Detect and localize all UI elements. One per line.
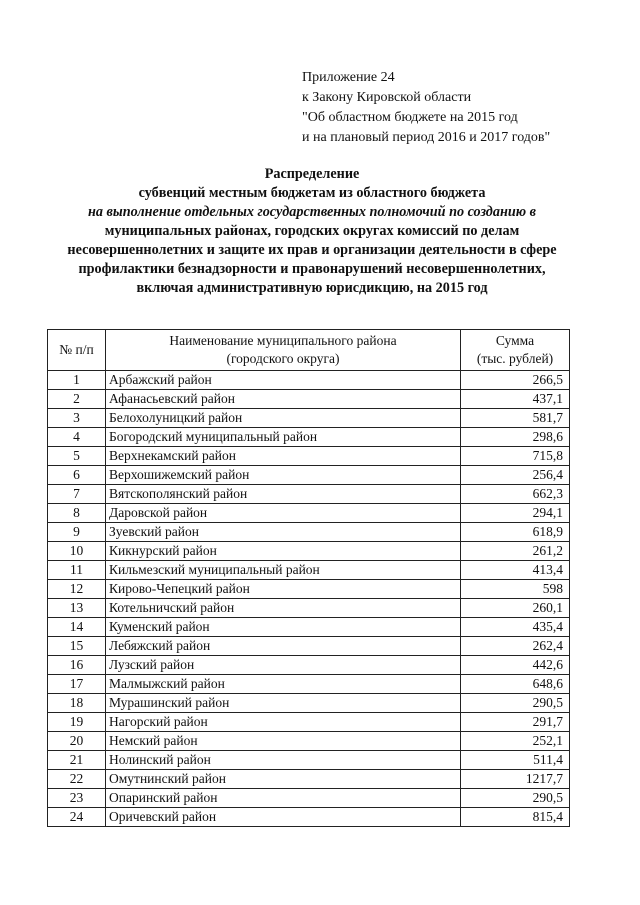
table-row	[48, 390, 570, 409]
district-name: Лузский район	[106, 656, 461, 675]
row-number: 9	[48, 523, 106, 542]
header-name-line2: (городского округа)	[226, 351, 340, 366]
subvention-amount: 252,1	[461, 732, 570, 751]
table-row	[48, 637, 570, 656]
subvention-amount: 266,5	[461, 371, 570, 390]
district-name: Немский район	[106, 732, 461, 751]
row-number: 20	[48, 732, 106, 751]
subvention-amount: 598	[461, 580, 570, 599]
table-row	[48, 542, 570, 561]
row-number: 18	[48, 694, 106, 713]
table-row	[48, 599, 570, 618]
table-row	[48, 371, 570, 390]
table-row	[48, 675, 570, 694]
row-number: 23	[48, 789, 106, 808]
subvention-amount: 1217,7	[461, 770, 570, 789]
district-name: Белохолуницкий район	[106, 409, 461, 428]
row-number: 6	[48, 466, 106, 485]
district-name: Оричевский район	[106, 808, 461, 827]
subvention-amount: 442,6	[461, 656, 570, 675]
row-number: 14	[48, 618, 106, 637]
district-name: Котельничский район	[106, 599, 461, 618]
district-name: Лебяжский район	[106, 637, 461, 656]
table-row	[48, 447, 570, 466]
district-name: Омутнинский район	[106, 770, 461, 789]
district-name: Кикнурский район	[106, 542, 461, 561]
row-number: 4	[48, 428, 106, 447]
header-sum-line1: Сумма	[495, 333, 535, 348]
subvention-amount: 581,7	[461, 409, 570, 428]
row-number: 7	[48, 485, 106, 504]
header-sum	[461, 330, 570, 371]
district-name: Верхнекамский район	[106, 447, 461, 466]
row-number: 24	[48, 808, 106, 827]
table-row	[48, 694, 570, 713]
header-sum-line2: (тыс. рублей)	[476, 351, 554, 366]
row-number: 16	[48, 656, 106, 675]
subvention-amount: 413,4	[461, 561, 570, 580]
table-row	[48, 770, 570, 789]
row-number: 21	[48, 751, 106, 770]
header-name-line1: Наименование муниципального района	[169, 333, 397, 348]
appendix-law-title-cont: и на плановый период 2016 и 2017 годов"	[302, 130, 551, 145]
district-name: Верхошижемский район	[106, 466, 461, 485]
table-row	[48, 808, 570, 827]
table-row	[48, 485, 570, 504]
document-title	[48, 165, 576, 298]
table-row	[48, 428, 570, 447]
subvention-amount: 815,4	[461, 808, 570, 827]
row-number: 2	[48, 390, 106, 409]
subvention-amount: 511,4	[461, 751, 570, 770]
header-name	[106, 330, 461, 371]
header-row	[48, 330, 570, 371]
table-body	[48, 371, 570, 827]
subvention-amount: 648,6	[461, 675, 570, 694]
table-row	[48, 504, 570, 523]
title-line: включая административную юрисдикцию, на 2015 год	[136, 280, 488, 296]
table-row	[48, 580, 570, 599]
subvention-amount: 715,8	[461, 447, 570, 466]
district-name: Даровской район	[106, 504, 461, 523]
row-number: 10	[48, 542, 106, 561]
row-number: 17	[48, 675, 106, 694]
appendix-law-title: "Об областном бюджете на 2015 год	[302, 110, 518, 125]
title-line: муниципальных районах, городских округах комиссий по делам	[104, 223, 520, 239]
appendix-law-reference: к Закону Кировской области	[302, 90, 472, 105]
subvention-amount: 261,2	[461, 542, 570, 561]
district-name: Нолинский район	[106, 751, 461, 770]
distribution-table	[47, 329, 570, 827]
row-number: 11	[48, 561, 106, 580]
title-line: профилактики безнадзорности и правонарушений несовершеннолетних,	[78, 261, 546, 277]
subvention-amount: 256,4	[461, 466, 570, 485]
row-number: 8	[48, 504, 106, 523]
row-number: 1	[48, 371, 106, 390]
district-name: Афанасьевский район	[106, 390, 461, 409]
row-number: 19	[48, 713, 106, 732]
table-row	[48, 561, 570, 580]
district-name: Вятскополянский район	[106, 485, 461, 504]
table-row	[48, 732, 570, 751]
title-line: несовершеннолетних и защите их прав и организации деятельности в сфере	[67, 242, 557, 258]
row-number: 3	[48, 409, 106, 428]
district-name: Мурашинский район	[106, 694, 461, 713]
subvention-amount: 291,7	[461, 713, 570, 732]
subvention-amount: 298,6	[461, 428, 570, 447]
table-header	[48, 330, 570, 371]
row-number: 22	[48, 770, 106, 789]
subvention-amount: 294,1	[461, 504, 570, 523]
appendix-header	[302, 68, 550, 148]
district-name: Кильмезский муниципальный район	[106, 561, 461, 580]
subvention-amount: 290,5	[461, 694, 570, 713]
appendix-number: Приложение 24	[302, 70, 395, 85]
district-name: Малмыжский район	[106, 675, 461, 694]
subvention-amount: 290,5	[461, 789, 570, 808]
district-name: Опаринский район	[106, 789, 461, 808]
table-row	[48, 523, 570, 542]
subvention-amount: 435,4	[461, 618, 570, 637]
district-name: Куменский район	[106, 618, 461, 637]
subvention-amount: 618,9	[461, 523, 570, 542]
row-number: 5	[48, 447, 106, 466]
table-row	[48, 713, 570, 732]
district-name: Арбажский район	[106, 371, 461, 390]
district-name: Нагорский район	[106, 713, 461, 732]
row-number: 12	[48, 580, 106, 599]
table-row	[48, 618, 570, 637]
title-line: Распределение	[264, 166, 360, 182]
table-row	[48, 409, 570, 428]
district-name: Богородский муниципальный район	[106, 428, 461, 447]
row-number: 13	[48, 599, 106, 618]
header-num: № п/п	[48, 330, 106, 371]
table-row	[48, 789, 570, 808]
subvention-amount: 262,4	[461, 637, 570, 656]
row-number: 15	[48, 637, 106, 656]
title-line: на выполнение отдельных государственных полномочий по созданию в	[88, 204, 536, 220]
table-row	[48, 751, 570, 770]
subvention-amount: 437,1	[461, 390, 570, 409]
subvention-amount: 662,3	[461, 485, 570, 504]
district-name: Зуевский район	[106, 523, 461, 542]
table-row	[48, 656, 570, 675]
title-line: субвенций местным бюджетам из областного бюджета	[138, 185, 486, 201]
district-name: Кирово-Чепецкий район	[106, 580, 461, 599]
subvention-amount: 260,1	[461, 599, 570, 618]
table-row	[48, 466, 570, 485]
